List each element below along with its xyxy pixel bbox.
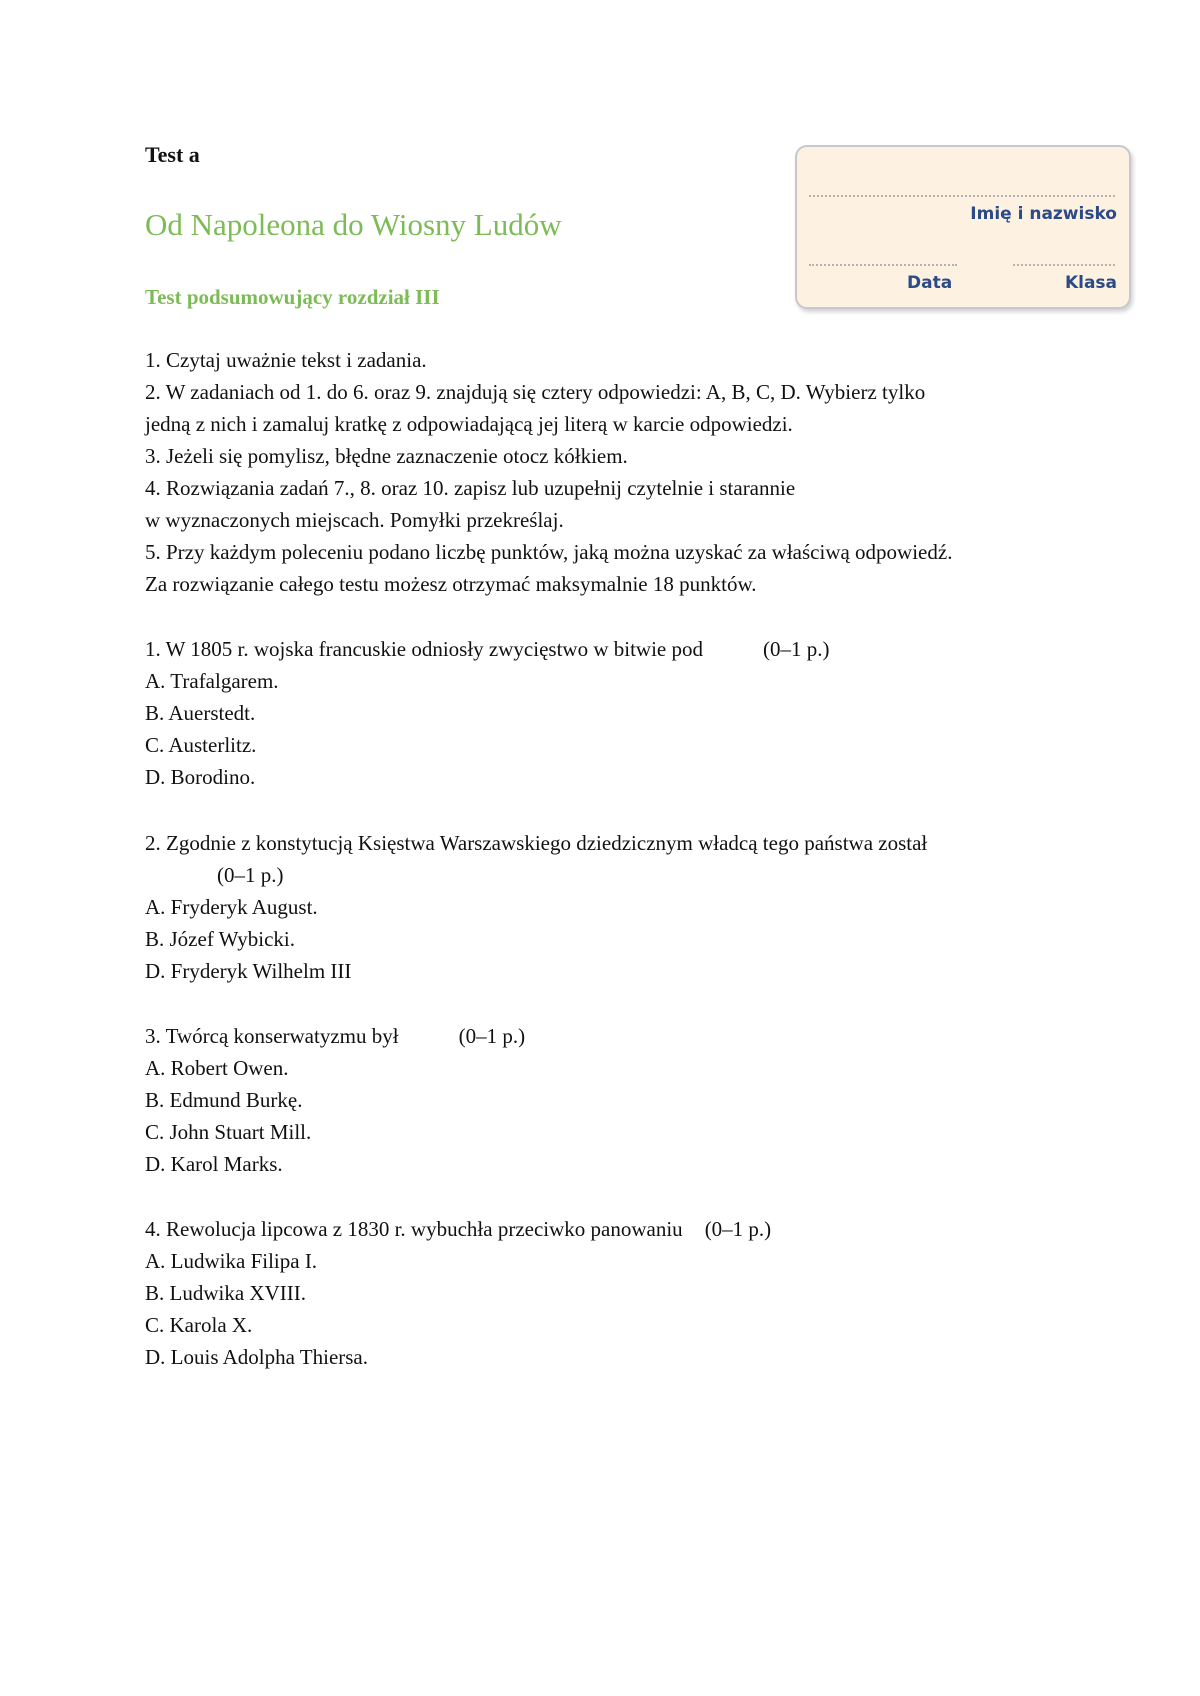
- name-label: Imię i nazwisko: [970, 204, 1117, 224]
- question-stem: 3. Twórcą konserwatyzmu był: [145, 1024, 399, 1048]
- answer-option: A. Ludwika Filipa I.: [145, 1249, 318, 1273]
- question-text: [145, 1020, 1105, 1052]
- question-points: (0–1 p.): [458, 1024, 526, 1048]
- instruction-line: 2. W zadaniach od 1. do 6. oraz 9. znajdują się cztery odpowiedzi: A, B, C, D. Wybierz tylko: [145, 380, 926, 404]
- question-points: (0–1 p.): [217, 863, 284, 887]
- answer-option: D. Fryderyk Wilhelm III: [145, 959, 352, 983]
- page-title: Od Napoleona do Wiosny Ludów: [145, 207, 562, 242]
- answer-option: D. Karol Marks.: [145, 1152, 283, 1176]
- instruction-line: 5. Przy każdym poleceniu podano liczbę punktów, jaką można uzyskać za właściwą odpowiedź.: [145, 540, 953, 564]
- test-label: Test a: [145, 142, 200, 167]
- instruction-line: 1. Czytaj uważnie tekst i zadania.: [145, 348, 427, 372]
- question-stem: 4. Rewolucja lipcowa z 1830 r. wybuchła przeciwko panowaniu: [145, 1217, 683, 1241]
- answer-option: D. Borodino.: [145, 765, 256, 789]
- question-3: [145, 1020, 1105, 1180]
- question-points: (0–1 p.): [704, 1217, 772, 1241]
- answer-option: A. Trafalgarem.: [145, 669, 279, 693]
- answer-option: C. Austerlitz.: [145, 733, 257, 757]
- instruction-line: w wyznaczonych miejscach. Pomyłki przekreślaj.: [145, 508, 564, 532]
- page-subtitle: Test podsumowujący rozdział III: [145, 285, 440, 309]
- question-stem: 1. W 1805 r. wojska francuskie odniosły zwycięstwo w bitwie pod: [145, 637, 703, 661]
- date-line: [809, 264, 957, 266]
- answer-option: C. John Stuart Mill.: [145, 1120, 312, 1144]
- instruction-line: 3. Jeżeli się pomylisz, błędne zaznaczenie otocz kółkiem.: [145, 444, 628, 468]
- question-points: (0–1 p.): [762, 637, 830, 661]
- answer-option: B. Edmund Burkę.: [145, 1088, 303, 1112]
- question-text: [145, 633, 1105, 665]
- class-line: [1013, 264, 1115, 266]
- instruction-line: jedną z nich i zamaluj kratkę z odpowiadającą jej literą w karcie odpowiedzi.: [145, 412, 793, 436]
- answer-option: B. Auerstedt.: [145, 701, 256, 725]
- question-1: [145, 633, 1105, 793]
- answer-option: A. Fryderyk August.: [145, 895, 318, 919]
- instruction-line: 4. Rozwiązania zadań 7., 8. oraz 10. zapisz lub uzupełnij czytelnie i starannie: [145, 476, 796, 500]
- student-info-box: [795, 145, 1131, 309]
- answer-option: C. Karola X.: [145, 1313, 253, 1337]
- question-2: [145, 827, 1105, 987]
- question-4: [145, 1213, 1105, 1373]
- question-text: [145, 1213, 1105, 1245]
- date-label: Data: [907, 273, 953, 293]
- answer-option: D. Louis Adolpha Thiersa.: [145, 1345, 369, 1369]
- answer-option: B. Józef Wybicki.: [145, 927, 295, 951]
- name-line: [809, 195, 1115, 197]
- instructions: [145, 344, 1105, 600]
- answer-option: B. Ludwika XVIII.: [145, 1281, 306, 1305]
- question-stem: 2. Zgodnie z konstytucją Księstwa Warszawskiego dziedzicznym władcą tego państwa został: [145, 831, 928, 855]
- class-label: Klasa: [1064, 273, 1117, 293]
- answer-option: A. Robert Owen.: [145, 1056, 289, 1080]
- instruction-line: Za rozwiązanie całego testu możesz otrzymać maksymalnie 18 punktów.: [145, 572, 757, 596]
